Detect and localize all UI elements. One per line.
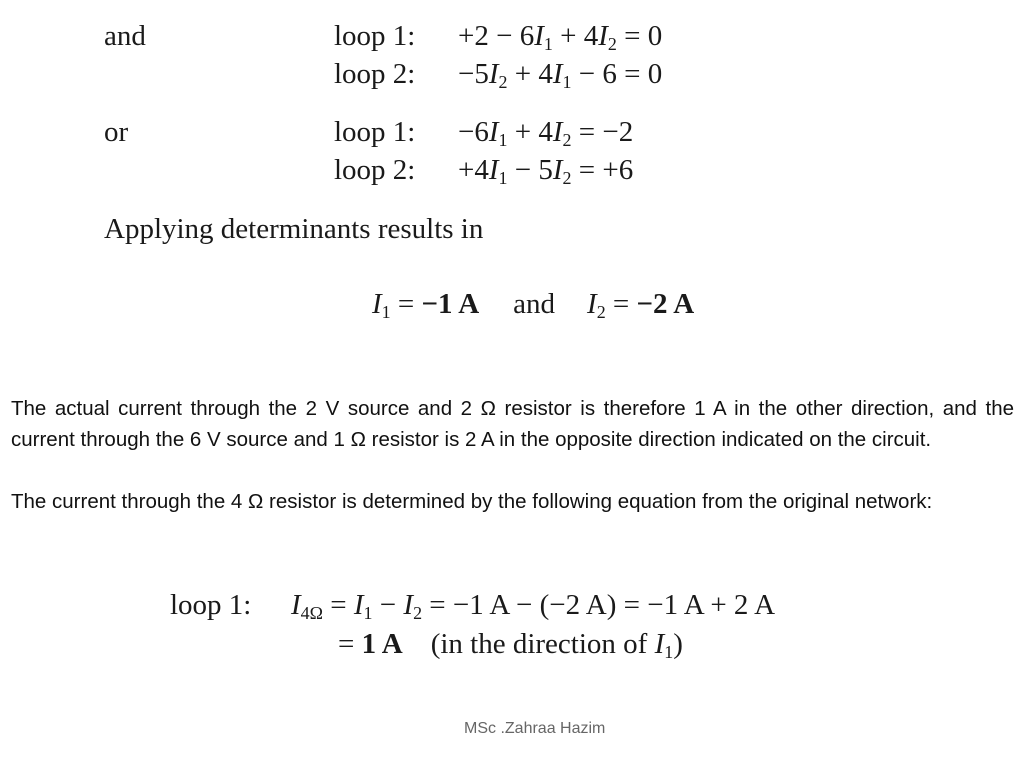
loop2-equation: $-5I_2 + 4I_1 - 6 = 0$	[458, 58, 663, 93]
final-equation-line2: = 1 A (in the direction of $I_1$)	[338, 628, 683, 663]
lead-and: and	[104, 20, 146, 52]
paragraph-4ohm: The current through the 4 Ω resistor is determined by the following equation from the original network:	[11, 490, 933, 513]
footer-author: MSc .Zahraa Hazim	[464, 720, 606, 737]
paragraph-explanation: The actual current through the 2 V source and 2 Ω resistor is therefore 1 A in the other direction, and the current through the 6 V source and 1 Ω resistor is 2 A in the opposite direction indicated on the circuit.	[11, 397, 1014, 451]
loop1-equation-2: $-6I_1 + 4I_2 = -2$	[458, 116, 634, 151]
loop1-equation: $+2 - 6I_1 + 4I_2 = 0$	[458, 20, 663, 55]
applying-text: Applying determinants results in	[104, 213, 484, 245]
loop2-equation-2: $+4I_1 - 5I_2 = +6$	[458, 154, 634, 189]
lead-or: or	[104, 116, 129, 148]
loop2-label-2: loop 2:	[334, 154, 416, 186]
final-loop-label: loop 1:	[170, 589, 252, 621]
loop2-label: loop 2:	[334, 58, 416, 90]
loop1-label-2: loop 1:	[334, 116, 416, 148]
final-equation-line1: $I_{4\Omega} = I_1 - I_2 = -1$ A − (−2 A) = −1 A + 2 A	[291, 589, 776, 624]
loop1-label: loop 1:	[334, 20, 416, 52]
result-equation: $I_1 = -1$ A and $I_2 = -2$ A	[372, 288, 695, 323]
